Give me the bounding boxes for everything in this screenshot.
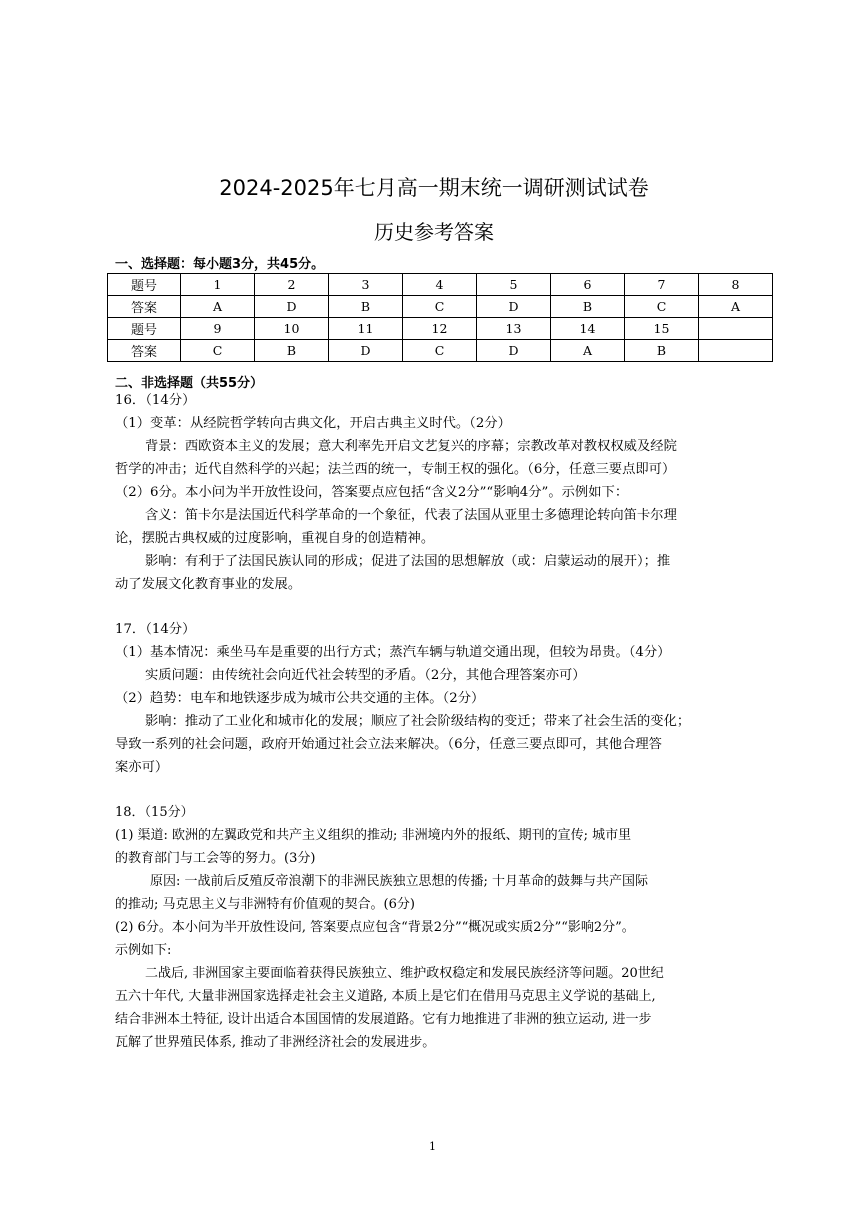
page-subtitle: 历史参考答案 (374, 220, 494, 244)
table-row (108, 274, 773, 296)
table-cell: B (329, 296, 403, 318)
table-cell: C (403, 340, 477, 362)
table-cell: A (181, 296, 255, 318)
table-cell: D (255, 296, 329, 318)
q18-line: (1) 渠道: 欧洲的左翼政党和共产主义组织的推动; 非洲境内外的报纸、期刊的宣传; 城市里 (115, 828, 632, 843)
q16-heading: 16．（14分） (115, 393, 196, 408)
table-cell: B (625, 340, 699, 362)
row-label: 题号 (108, 274, 181, 296)
page-number: 1 (429, 1140, 436, 1153)
row-label: 答案 (108, 296, 181, 318)
q17-line: （2）趋势：电车和地铁逐步成为城市公共交通的主体。（2分） (115, 691, 485, 706)
table-cell: 2 (255, 274, 329, 296)
q16-line: 动了发展文化教育事业的发展。 (115, 577, 302, 592)
table-cell: 3 (329, 274, 403, 296)
q17-line: 案亦可） (115, 760, 169, 775)
q18-heading: 18．（15分） (115, 805, 194, 820)
table-cell: C (181, 340, 255, 362)
table-row (108, 340, 773, 362)
table-cell: 11 (329, 318, 403, 340)
table-cell: B (551, 296, 625, 318)
q18-line: 的教育部门与工会等的努力。(3分) (115, 851, 316, 866)
table-cell: A (699, 296, 773, 318)
row-label: 题号 (108, 318, 181, 340)
table-cell: 13 (477, 318, 551, 340)
table-cell: D (329, 340, 403, 362)
table-cell: 6 (551, 274, 625, 296)
table-cell (699, 340, 773, 362)
q18-line: 结合非洲本土特征, 设计出适合本国国情的发展道路。它有力地推进了非洲的独立运动, 进一步 (115, 1012, 652, 1027)
table-cell: 4 (403, 274, 477, 296)
table-cell: C (403, 296, 477, 318)
q17-line: 影响：推动了工业化和城市化的发展；顺应了社会阶级结构的变迁；带来了社会生活的变化； (145, 714, 691, 729)
q16-line: 影响：有利于了法国民族认同的形成；促进了法国的思想解放（或：启蒙运动的展开）；推 (145, 554, 671, 569)
page-title: 2024-2025年七月高一期末统一调研测试试卷 (219, 176, 649, 200)
table-cell: 5 (477, 274, 551, 296)
q18-line: (2) 6分。本小问为半开放性设问, 答案要点应包含“背景2分”“概况或实质2分”“影响2分”。 (115, 920, 635, 935)
q16-line: （1）变革：从经院哲学转向古典文化，开启古典主义时代。（2分） (115, 416, 511, 431)
table-cell: 8 (699, 274, 773, 296)
q18-line: 二战后, 非洲国家主要面临着获得民族独立、维护政权稳定和发展民族经济等问题。20世纪 (145, 966, 664, 981)
q17-line: （1）基本情况：乘坐马车是重要的出行方式；蒸汽车辆与轨道交通出现，但较为昂贵。（4分） (115, 645, 671, 660)
table-cell: 14 (551, 318, 625, 340)
table-cell: 1 (181, 274, 255, 296)
q18-line: 瓦解了世界殖民体系, 推动了非洲经济社会的发展进步。 (115, 1035, 436, 1050)
table-row (108, 296, 773, 318)
table-cell (699, 318, 773, 340)
q16-line: （2）6分。本小问为半开放性设问，答案要点应包括“含义2分”“影响4分”。示例如下： (115, 485, 629, 500)
row-label: 答案 (108, 340, 181, 362)
q18-line: 示例如下: (115, 943, 172, 958)
q16-line: 论，摆脱古典权威的过度影响，重视自身的创造精神。 (115, 531, 435, 546)
table-cell: D (477, 340, 551, 362)
q18-line: 原因: 一战前后反殖反帝浪潮下的非洲民族独立思想的传播; 十月革命的鼓舞与共产国际 (150, 874, 649, 889)
q17-heading: 17．（14分） (115, 622, 196, 637)
section-heading-choice: 一、选择题：每小题3分，共45分。 (115, 257, 325, 272)
table-row (108, 318, 773, 340)
table-cell: A (551, 340, 625, 362)
q16-line: 哲学的冲击；近代自然科学的兴起；法兰西的统一，专制王权的强化。（6分，任意三要点即可） (115, 462, 676, 477)
table-cell: 7 (625, 274, 699, 296)
section-heading-nonchoice: 二、非选择题（共55分） (115, 376, 264, 391)
q16-line: 含义：笛卡尔是法国近代科学革命的一个象征，代表了法国从亚里士多德理论转向笛卡尔理 (145, 508, 677, 523)
table-cell: 10 (255, 318, 329, 340)
table-cell: 15 (625, 318, 699, 340)
table-cell: C (625, 296, 699, 318)
q17-line: 导致一系列的社会问题，政府开始通过社会立法来解决。（6分，任意三要点即可，其他合理答 (115, 737, 662, 752)
q17-line: 实质问题：由传统社会向近代社会转型的矛盾。（2分，其他合理答案亦可） (145, 668, 586, 683)
q16-line: 背景：西欧资本主义的发展；意大利率先开启文艺复兴的序幕；宗教改革对教权权威及经院 (145, 439, 677, 454)
q18-line: 五六十年代, 大量非洲国家选择走社会主义道路, 本质上是它们在借用马克思主义学说的基础上, (115, 989, 656, 1004)
table-cell: 9 (181, 318, 255, 340)
table-cell: B (255, 340, 329, 362)
answer-table (107, 273, 773, 362)
table-cell: D (477, 296, 551, 318)
q18-line: 的推动; 马克思主义与非洲特有价值观的契合。(6分) (115, 897, 415, 912)
table-cell: 12 (403, 318, 477, 340)
